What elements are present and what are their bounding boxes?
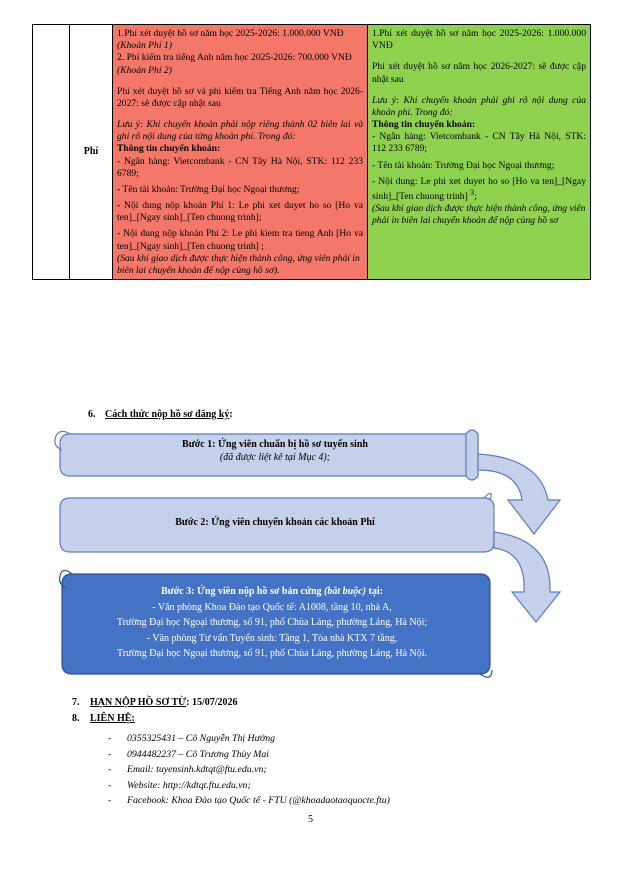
step-2-title: Bước 2: Ứng viên chuyển khoản các khoản Phí — [175, 517, 375, 528]
transfer-content-end: ; — [474, 191, 477, 203]
step-3-required: (bắt buộc) — [324, 586, 366, 597]
next-year-fee: Phí xét duyệt hồ sơ năm học 2026-2027: sẽ được cập nhật sau — [372, 61, 586, 85]
step-3-line-1: - Văn phòng Khoa Đào tạo Quốc tế: A1008, tầng 10, nhà A, — [152, 601, 392, 613]
step-3-line-2: Trường Đại học Ngoại thương, số 91, phố Chùa Láng, phường Láng, Hà Nội; — [116, 617, 428, 628]
deadline-label: HẠN NỘP HỒ SƠ TỪ — [90, 697, 187, 708]
transfer-content-1: - Nội dung nộp khoản Phí 1: Le phi xet duyet ho so [Ho va ten]_[Ngay sinh]_[Ten chuong trinh]; — [117, 200, 363, 224]
bank-info: - Ngân hàng: Vietcombank - CN Tây Hà Nội, STK: 112 233 6789; — [372, 131, 586, 155]
transfer-note: Lưu ý: Khi chuyển khoản phải ghi rõ nội dung của khoản phí. Trong đó: — [372, 94, 586, 118]
contact-phone-2 — [108, 747, 390, 763]
contact-title: LIÊN HỆ: — [90, 713, 135, 724]
step-3-after: tại: — [366, 586, 383, 597]
bullet: - — [108, 779, 112, 791]
contact-list — [108, 731, 390, 809]
page-number: 5 — [308, 814, 313, 825]
step-3 — [72, 584, 472, 662]
account-name: - Tên tài khoản: Trường Đại học Ngoại thương; — [372, 159, 555, 171]
bullet: - — [108, 795, 112, 807]
fee1-line: 1.Phí xét duyệt hồ sơ năm học 2025-2026: 1.000.000 VNĐ — [372, 28, 586, 52]
section-number: 6. — [88, 409, 96, 420]
bank-info: - Ngân hàng: Vietcombank - CN Tây Hà Nội, STK: 112 233 6789; — [117, 155, 363, 179]
bullet: - — [108, 764, 112, 776]
transfer-heading: Thông tin chuyển khoản: — [117, 143, 221, 155]
section-number: 8. — [72, 713, 80, 724]
contact-phone-1 — [108, 731, 390, 747]
transfer-content-text: - Nội dung: Le phi xet duyet ho so [Ho va ten]_[Ngay sinh]_[Ten chuong trinh] — [372, 175, 586, 203]
step-2 — [70, 516, 480, 529]
next-year-fee: Phí xét duyệt hồ sơ và phí kiểm tra Tiếng Anh năm học 2026-2027: sẽ được cập nhật sau — [117, 85, 363, 109]
step-1-subtitle: (đã được liệt kê tại Mục 4); — [219, 452, 331, 463]
fee-row-label: Phí — [70, 25, 113, 280]
transfer-heading: Thông tin chuyển khoản: — [372, 119, 476, 131]
after-transfer-note: (Sau khi giao dịch được thực hiện thành công, ứng viên phải in biên lai chuyển khoản để nộp cùng hồ sơ). — [117, 252, 360, 276]
step-1-title: Bước 1: Ứng viên chuẩn bị hồ sơ tuyển sinh — [182, 439, 368, 450]
fee1-line: 1.Phí xét duyệt hồ sơ năm học 2025-2026: 1.000.000 VNĐ — [117, 28, 344, 39]
step-3-heading — [72, 584, 472, 600]
contact-website — [108, 778, 390, 794]
transfer-content-2: - Nội dung nộp khoản Phí 2: Le phi kiem tra tieng Anh [Ho va ten]_[Ngay sinh]_[Ten chuong trinh] ; — [117, 228, 363, 252]
contact-text: 0944482237 – Cô Trương Thùy Mai — [127, 748, 270, 760]
step-3-title: Bước 3: Ứng viên nộp hồ sơ bản cứng — [161, 586, 322, 597]
section-number: 7. — [72, 697, 80, 708]
step-3-line-3: - Văn phòng Tư vấn Tuyển sinh: Tầng 1, Tòa nhà KTX 7 tầng, — [146, 632, 398, 644]
account-name: - Tên tài khoản: Trường Đại học Ngoại thương; — [117, 183, 300, 195]
deadline-value: : 15/07/2026 — [186, 697, 238, 708]
contact-facebook — [108, 793, 390, 809]
section-colon: : — [229, 409, 233, 420]
fee2-note: (Khoản Phí 2) — [117, 64, 172, 76]
contact-text: Email: tuyensinh.kdtqt@ftu.edu.vn; — [127, 764, 267, 776]
section-title: Cách thức nộp hồ sơ đăng ký — [105, 409, 230, 420]
footnote-marker: 3 — [470, 187, 475, 197]
contact-email — [108, 762, 390, 778]
step-3-line-4: Trường Đại học Ngoại thương, số 91, phố Chùa Láng, phường Láng, Hà Nội. — [116, 648, 428, 659]
contact-text: Website: http://kdtqt.ftu.edu.vn; — [127, 779, 251, 791]
bullet: - — [108, 748, 112, 760]
section-8-heading — [72, 713, 135, 724]
section-7-heading — [72, 697, 238, 708]
fee2-line: 2. Phí kiểm tra tiếng Anh năm học 2025-2026: 700.000 VNĐ — [117, 52, 352, 64]
arrow-2-icon — [494, 532, 560, 622]
contact-text: 0355325431 – Cô Nguyễn Thị Hường — [127, 733, 276, 744]
fee1-note: (Khoản Phí 1) — [117, 40, 172, 52]
bullet: - — [108, 733, 112, 744]
contact-text: Facebook: Khoa Đào tạo Quốc tế - FTU (@khoadaotaoquocte.ftu) — [127, 795, 390, 807]
after-transfer-note: (Sau khi giao dịch được thực hiện thành công, ứng viên phải in biên lai chuyển khoản để nộp cùng hồ sơ — [372, 203, 586, 227]
transfer-note: Lưu ý: Khi chuyển khoản phải nộp riêng thành 02 biên lai và ghi rõ nội dung của từng khoản phí. Trong đó: — [117, 119, 363, 143]
step-1 — [70, 438, 480, 464]
